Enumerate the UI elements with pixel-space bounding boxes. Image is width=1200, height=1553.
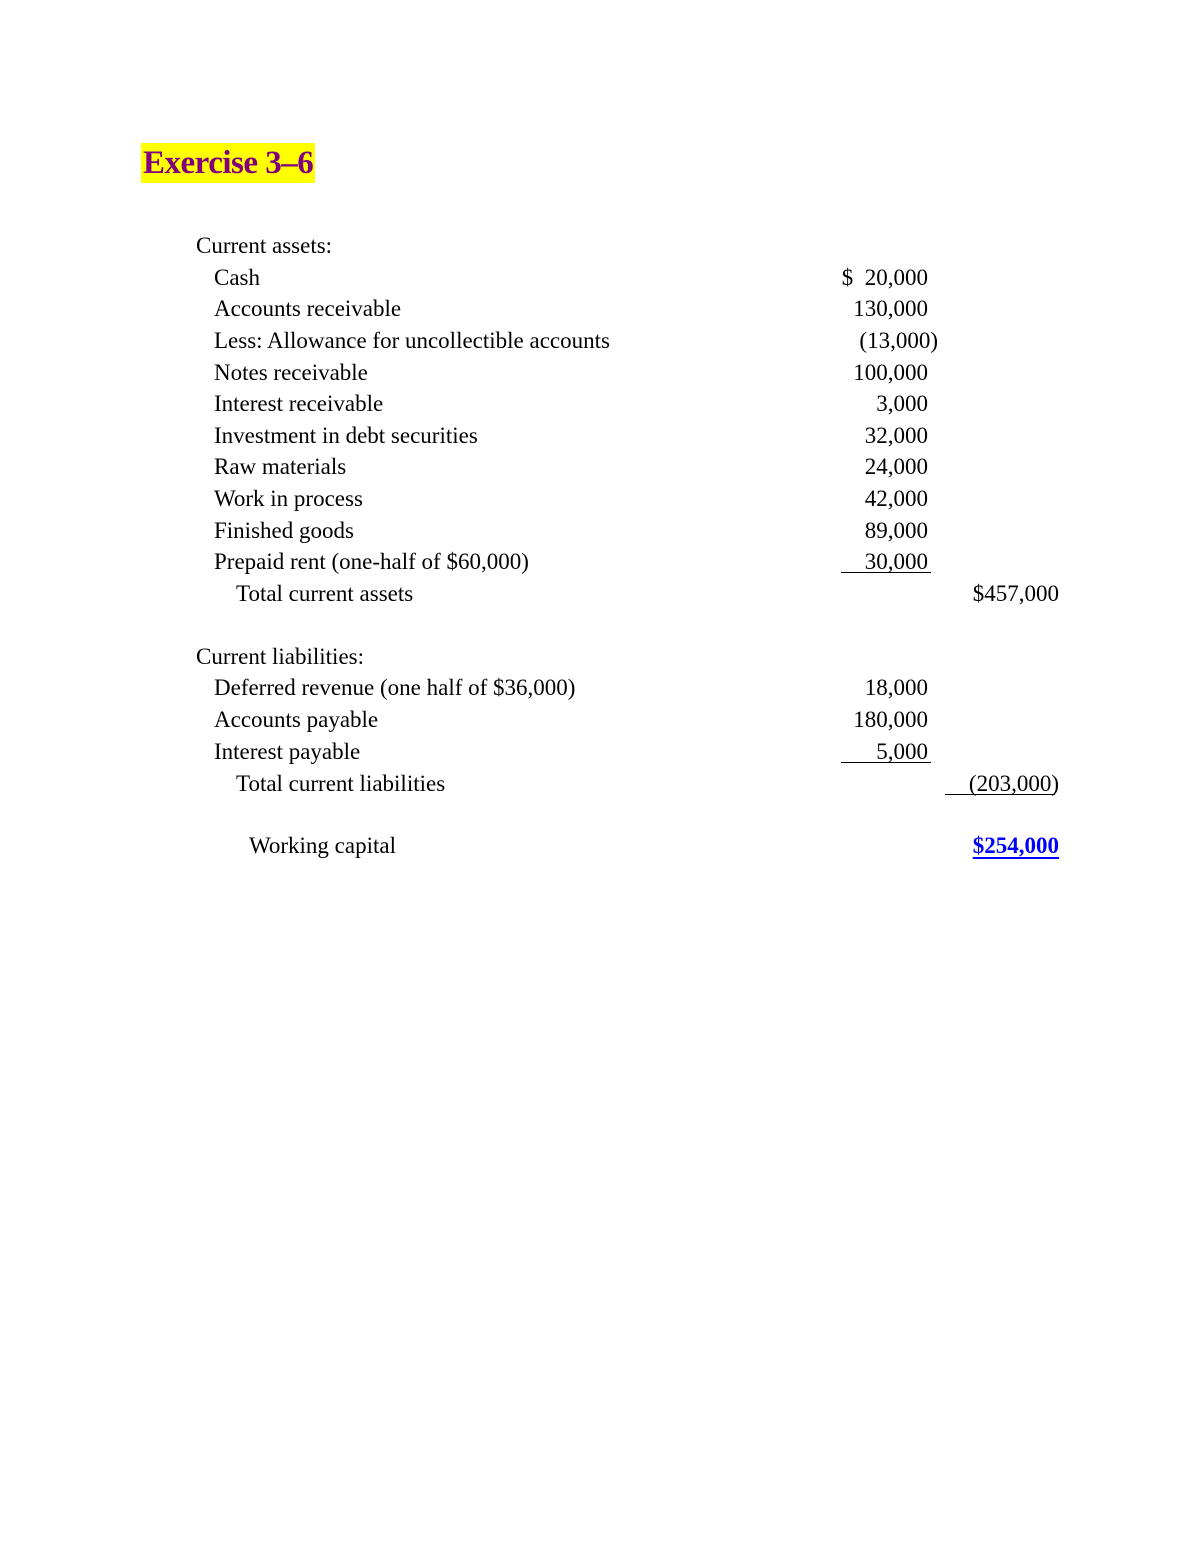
subtotal-underline [841,572,931,573]
table-row [0,451,1200,483]
total-row [0,578,1200,610]
table-row [0,325,1200,357]
line-item-label: Cash [214,265,260,290]
liabilities-heading-row [0,641,1200,673]
line-item-label: Accounts receivable [214,296,402,321]
line-item-label: Interest receivable [214,391,384,416]
line-item-label: Work in process [214,486,363,511]
line-item-label: Less: Allowance for uncollectible accounts [214,328,610,353]
line-item-label: Accounts payable [214,707,379,732]
line-item-amount: 100,000 [853,360,928,385]
table-row [0,736,1200,768]
line-item-amount: 3,000 [876,391,928,416]
liabilities-heading: Current liabilities: [196,644,364,669]
line-item-amount: 180,000 [853,707,928,732]
total-underline [945,794,1055,795]
table-row [0,388,1200,420]
page-title: Exercise 3–6 [143,145,314,181]
table-row [0,262,1200,294]
total-assets-label: Total current assets [236,581,414,606]
line-item-label: Raw materials [214,454,347,479]
total-row [0,768,1200,800]
line-item-label: Finished goods [214,518,354,543]
line-item-amount: $ 20,000 [841,265,928,290]
total-liabilities-amount: (203,000) [968,771,1059,796]
working-capital-label: Working capital [249,833,396,858]
table-row [0,420,1200,452]
line-item-amount: (13,000) [859,328,938,353]
line-item-label: Deferred revenue (one half of $36,000) [214,675,576,700]
table-row [0,515,1200,547]
line-item-label: Investment in debt securities [214,423,478,448]
table-row [0,672,1200,704]
table-row [0,704,1200,736]
line-item-amount: 5,000 [876,739,928,764]
working-capital-amount: $254,000 [972,833,1059,858]
working-capital-row [0,830,1200,862]
table-row [0,546,1200,578]
table-row [0,357,1200,389]
table-row [0,293,1200,325]
line-item-amount: 42,000 [864,486,928,511]
assets-heading: Current assets: [196,233,333,258]
line-item-amount: 32,000 [864,423,928,448]
line-item-amount: 24,000 [864,454,928,479]
line-item-label: Interest payable [214,739,361,764]
assets-heading-row [0,230,1200,262]
line-item-amount: 18,000 [864,675,928,700]
table-row [0,483,1200,515]
line-item-amount: 130,000 [853,296,928,321]
line-item-label: Prepaid rent (one-half of $60,000) [214,549,529,574]
subtotal-underline [841,762,931,763]
total-assets-amount: $457,000 [972,581,1059,606]
total-liabilities-label: Total current liabilities [236,771,446,796]
line-item-label: Notes receivable [214,360,368,385]
line-item-amount: 30,000 [864,549,928,574]
line-item-amount: 89,000 [864,518,928,543]
